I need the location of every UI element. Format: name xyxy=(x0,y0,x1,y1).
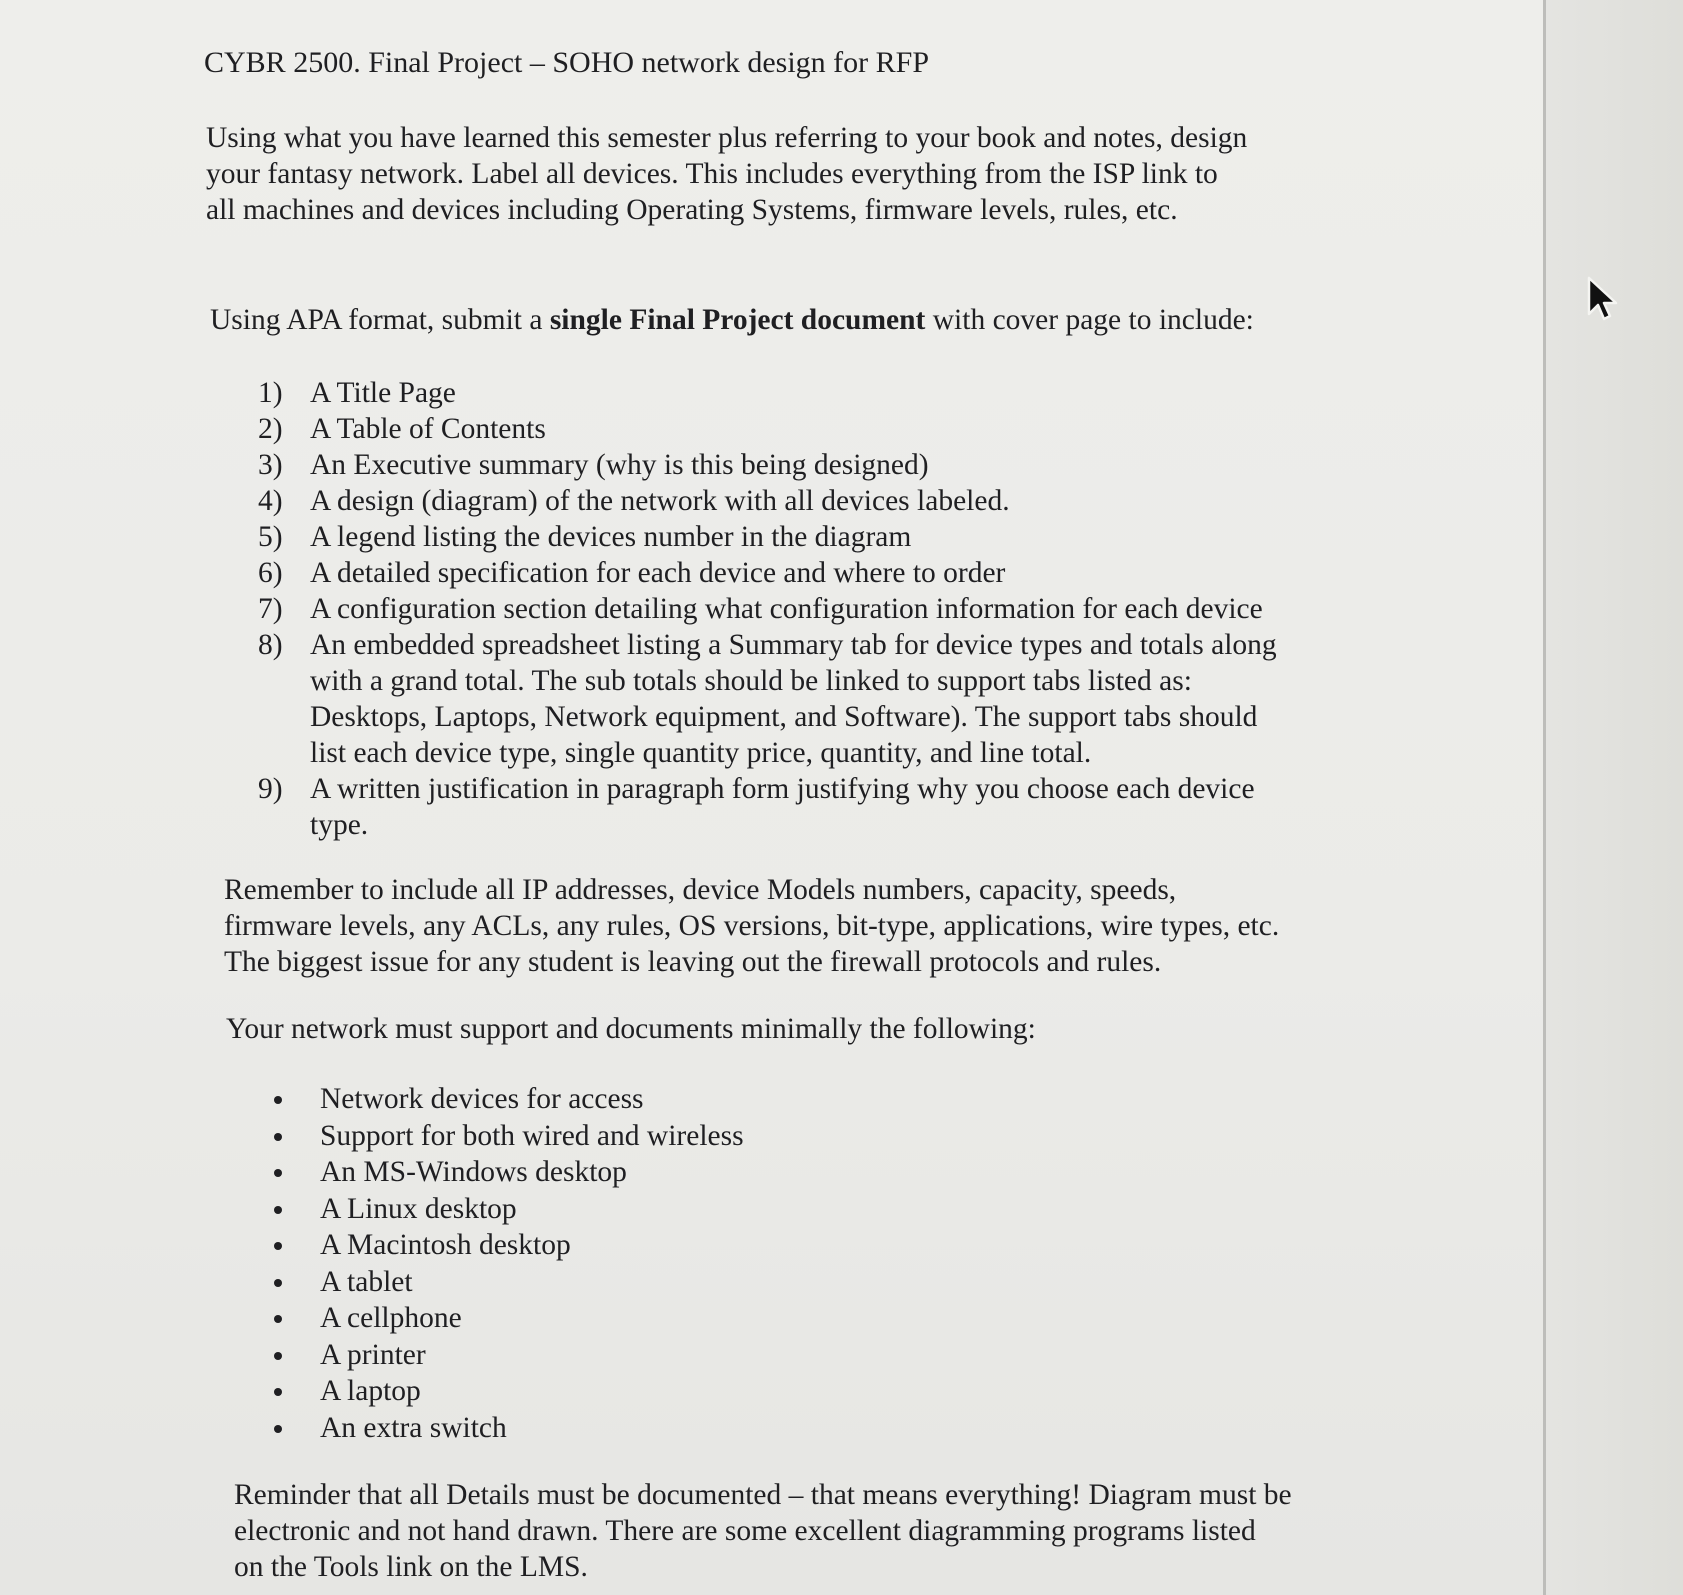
page-title: CYBR 2500. Final Project – SOHO network design for RFP xyxy=(204,46,930,79)
list-text: A design (diagram) of the network with all devices labeled. xyxy=(310,485,1010,517)
list-item xyxy=(258,375,1277,411)
list-item xyxy=(270,1373,744,1410)
list-text: An embedded spreadsheet listing a Summary tab for device types and totals along xyxy=(310,629,1277,661)
bullet-dot-icon xyxy=(274,1242,282,1250)
support-intro: Your network must support and documents minimally the following: xyxy=(226,1013,1036,1045)
reminder-paragraph xyxy=(234,1477,1292,1585)
requirements-list xyxy=(258,375,1277,843)
bullet-dot-icon xyxy=(274,1425,282,1433)
remember-paragraph xyxy=(224,872,1279,980)
list-item xyxy=(270,1410,744,1447)
list-number: 3) xyxy=(258,449,283,481)
submit-instructions xyxy=(210,302,1254,338)
support-list xyxy=(270,1081,744,1446)
intro-paragraph xyxy=(206,120,1247,228)
list-text: A tablet xyxy=(320,1265,413,1298)
list-item xyxy=(270,1154,744,1191)
submit-text-after: with cover page to include: xyxy=(925,304,1254,336)
reminder-line: Reminder that all Details must be documented – that means everything! Diagram must be xyxy=(234,1479,1292,1511)
list-text: A written justification in paragraph form justifying why you choose each device xyxy=(310,773,1255,805)
intro-line: Using what you have learned this semester plus referring to your book and notes, design xyxy=(206,122,1248,154)
remember-line: The biggest issue for any student is leaving out the firewall protocols and rules. xyxy=(224,946,1162,978)
list-item xyxy=(270,1337,744,1374)
list-text: A legend listing the devices number in the diagram xyxy=(310,521,912,553)
list-item xyxy=(258,483,1277,519)
list-text: An Executive summary (why is this being designed) xyxy=(310,449,929,481)
reminder-line: on the Tools link on the LMS. xyxy=(234,1551,588,1583)
bullet-dot-icon xyxy=(274,1096,282,1104)
list-text: A printer xyxy=(320,1338,426,1371)
intro-line: all machines and devices including Operating Systems, firmware levels, rules, etc. xyxy=(206,194,1178,226)
list-text: Desktops, Laptops, Network equipment, and Software). The support tabs should xyxy=(310,701,1258,733)
list-item xyxy=(258,627,1277,771)
list-number: 7) xyxy=(258,593,283,625)
list-text: A Linux desktop xyxy=(320,1192,517,1225)
list-item xyxy=(270,1264,744,1301)
list-item xyxy=(270,1191,744,1228)
list-number: 8) xyxy=(258,629,283,661)
list-item xyxy=(258,591,1277,627)
list-item xyxy=(258,555,1277,591)
list-text: A Table of Contents xyxy=(310,413,546,445)
list-text: type. xyxy=(310,809,369,841)
list-item xyxy=(270,1227,744,1264)
submit-text-before: Using APA format, submit a xyxy=(210,304,550,336)
intro-line: your fantasy network. Label all devices. This includes everything from the ISP link to xyxy=(206,158,1218,190)
bullet-dot-icon xyxy=(274,1315,282,1323)
remember-line: firmware levels, any ACLs, any rules, OS versions, bit-type, applications, wire types, etc. xyxy=(224,910,1280,942)
bullet-dot-icon xyxy=(274,1206,282,1214)
bullet-dot-icon xyxy=(274,1279,282,1287)
list-item xyxy=(258,519,1277,555)
list-text: A detailed specification for each device and where to order xyxy=(310,557,1006,589)
list-text: An extra switch xyxy=(320,1411,507,1444)
list-item xyxy=(270,1081,744,1118)
bullet-dot-icon xyxy=(274,1388,282,1396)
list-text: Network devices for access xyxy=(320,1083,644,1115)
list-text: A laptop xyxy=(320,1375,421,1407)
list-number: 2) xyxy=(258,413,283,445)
list-text: with a grand total. The sub totals should be linked to support tabs listed as: xyxy=(310,665,1192,697)
bullet-dot-icon xyxy=(274,1352,282,1360)
list-number: 5) xyxy=(258,521,283,553)
list-number: 4) xyxy=(258,485,283,517)
list-text: A Title Page xyxy=(310,377,456,409)
list-item xyxy=(258,447,1277,483)
list-number: 6) xyxy=(258,557,283,589)
remember-line: Remember to include all IP addresses, device Models numbers, capacity, speeds, xyxy=(224,874,1177,906)
list-item xyxy=(270,1118,744,1155)
list-text: list each device type, single quantity price, quantity, and line total. xyxy=(310,737,1092,769)
list-text: A cellphone xyxy=(320,1302,462,1334)
mouse-pointer-icon xyxy=(1586,276,1620,322)
list-text: A Macintosh desktop xyxy=(320,1229,571,1261)
bullet-dot-icon xyxy=(274,1133,282,1141)
reminder-line: electronic and not hand drawn. There are some excellent diagramming programs listed xyxy=(234,1515,1256,1547)
list-text: Support for both wired and wireless xyxy=(320,1119,744,1152)
bullet-dot-icon xyxy=(274,1169,282,1177)
list-number: 1) xyxy=(258,377,283,409)
list-text: An MS-Windows desktop xyxy=(320,1156,627,1188)
submit-text-bold: single Final Project document xyxy=(549,304,926,336)
list-item xyxy=(270,1300,744,1337)
list-item xyxy=(258,411,1277,447)
window-background xyxy=(1546,0,1683,1595)
list-item xyxy=(258,771,1277,843)
list-text: A configuration section detailing what configuration information for each device xyxy=(310,593,1263,625)
list-number: 9) xyxy=(258,773,283,805)
